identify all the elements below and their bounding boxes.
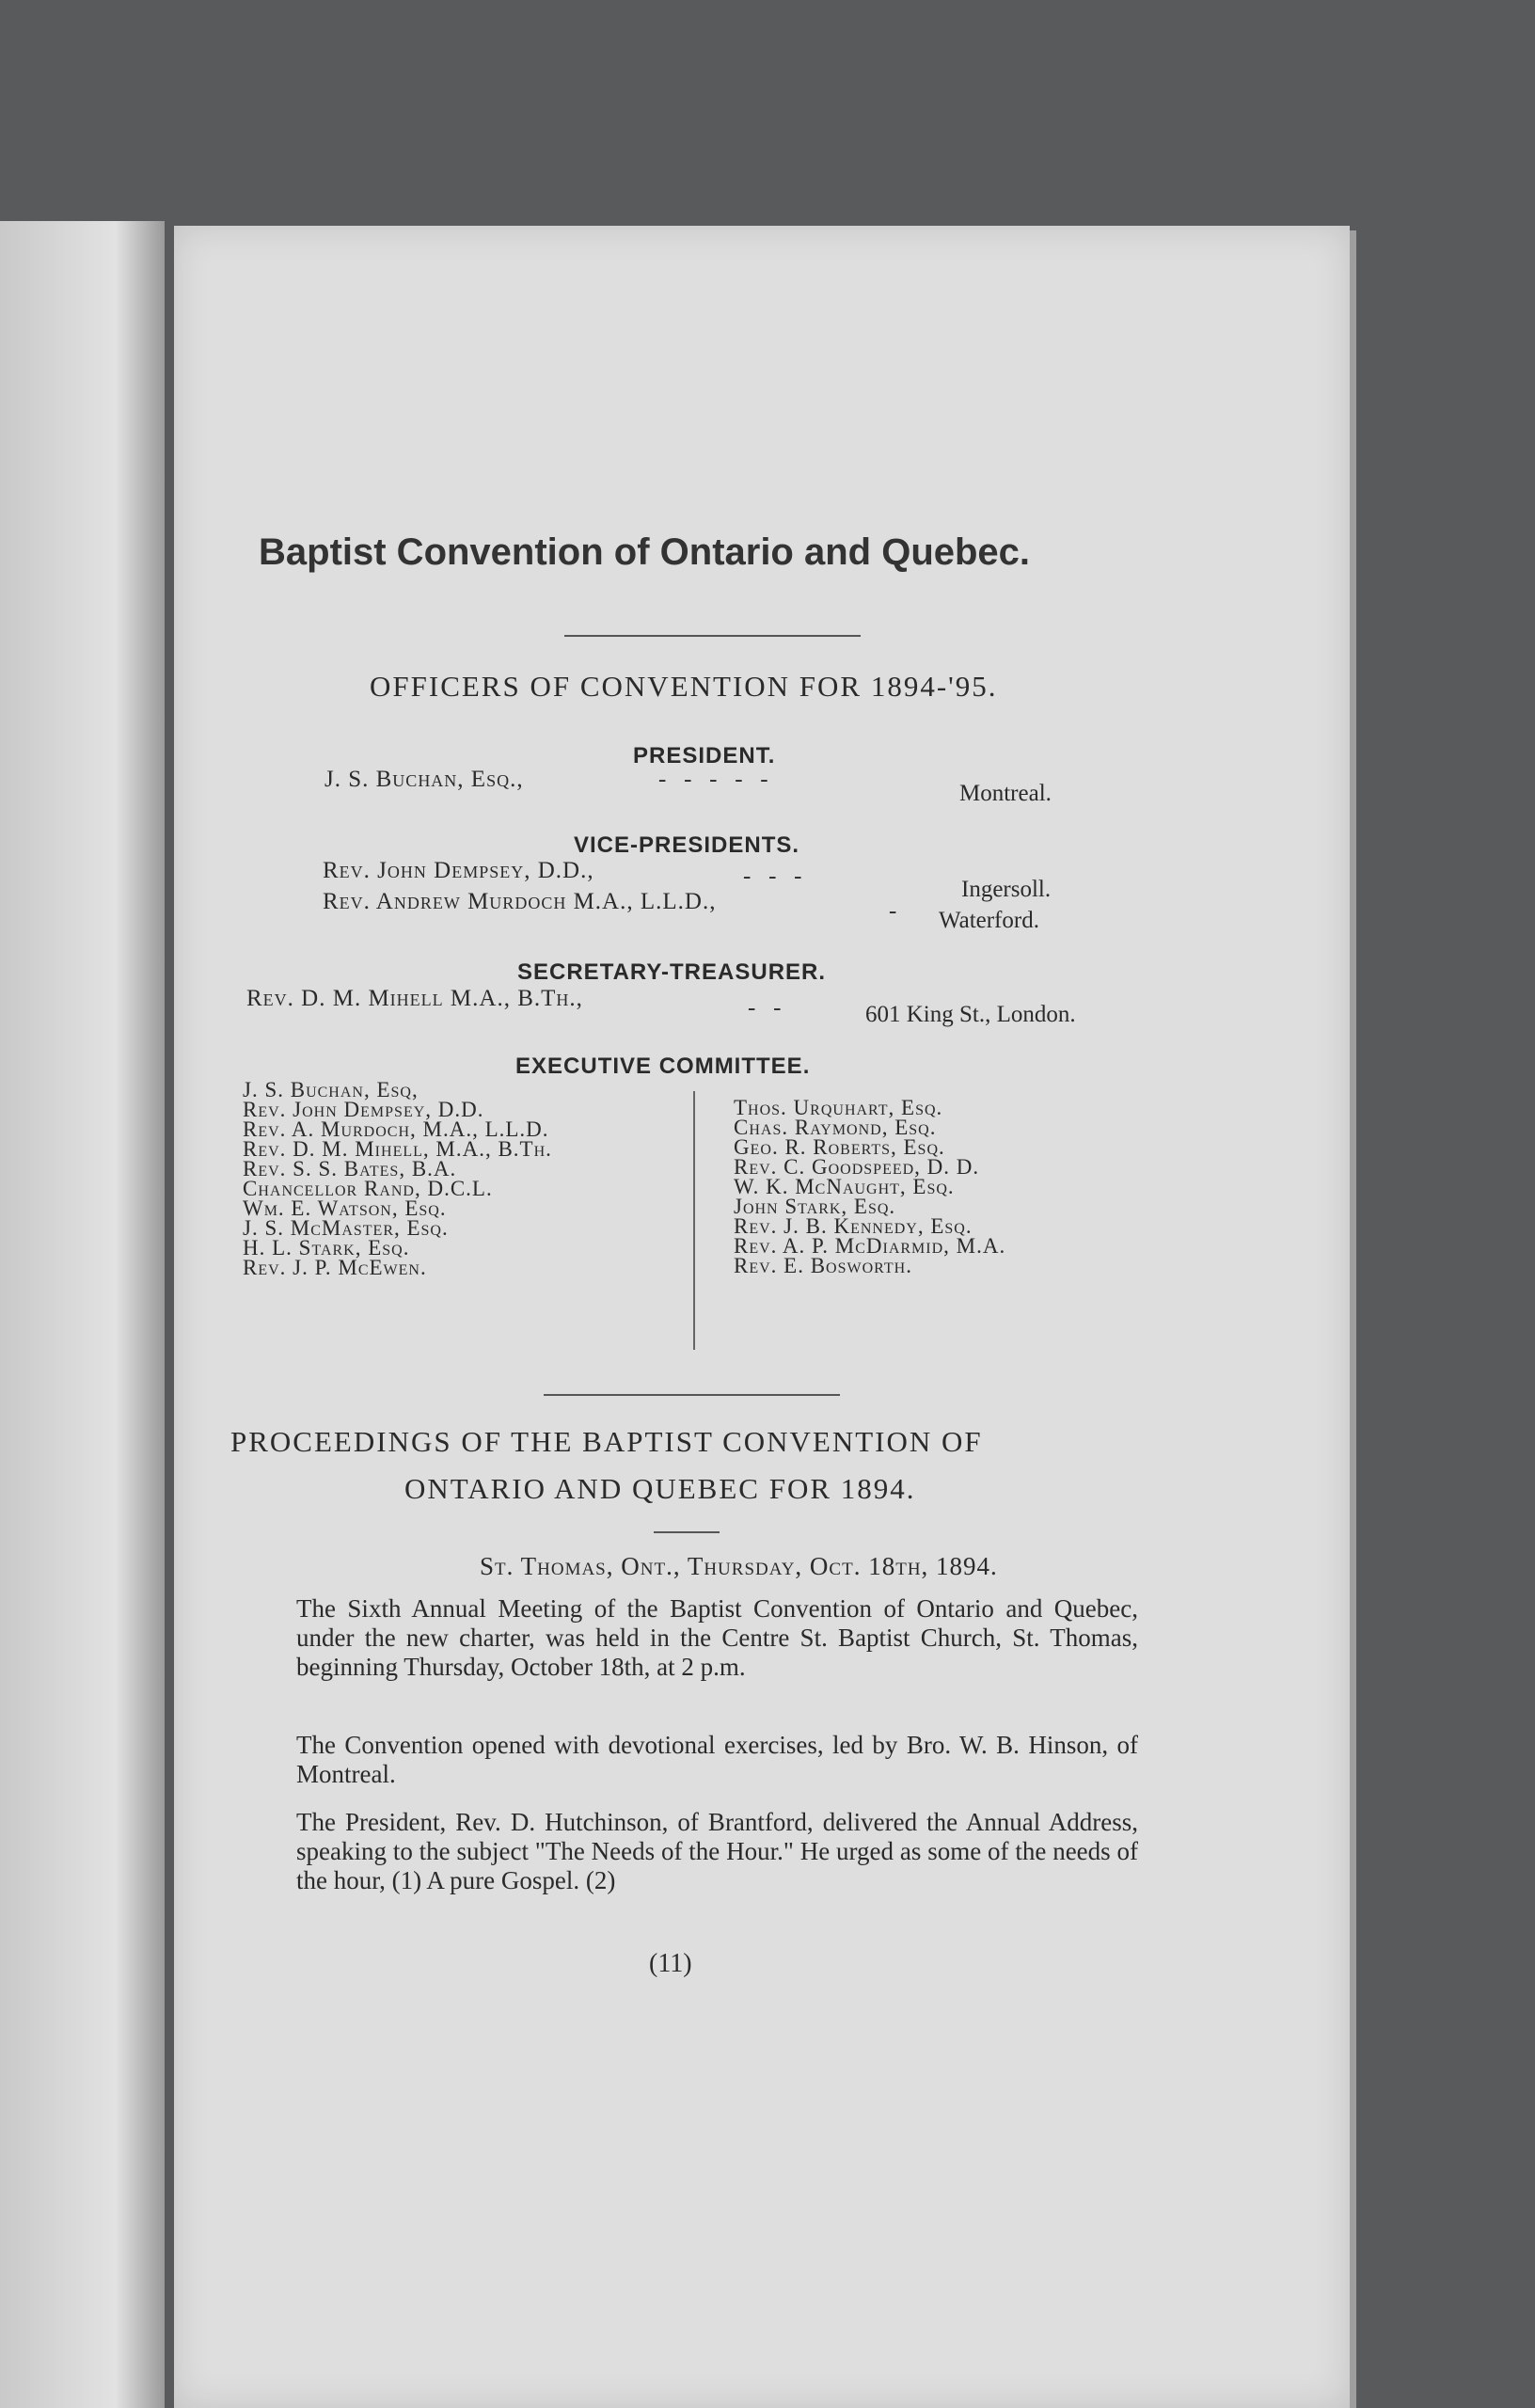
vice-president-place-1: Ingersoll. [961,877,1052,902]
document-title: Baptist Convention of Ontario and Quebec. [259,531,1031,573]
proceedings-heading-line-1: PROCEEDINGS OF THE BAPTIST CONVENTION OF [230,1425,983,1458]
executive-member-right-9: Rev. E. Bosworth. [734,1254,912,1277]
executive-member-left-2: Rev. John Dempsey, D.D. [243,1098,484,1121]
paragraph-2 [226,1731,1138,1789]
executive-member-left-10: Rev. J. P. McEwen. [243,1256,427,1279]
executive-member-right-5: W. K. McNaught, Esq. [734,1175,955,1198]
executive-member-right-1: Thos. Urquhart, Esq. [734,1096,943,1119]
proceedings-heading-line-2: ONTARIO AND QUEBEC FOR 1894. [404,1472,916,1505]
officers-heading: OFFICERS OF CONVENTION FOR 1894-'95. [370,670,998,703]
executive-member-right-8: Rev. A. P. McDiarmid, M.A. [734,1234,1006,1258]
vice-president-leader-1: - - - [743,863,802,889]
executive-member-left-8: J. S. McMaster, Esq. [243,1216,449,1240]
executive-member-right-3: Geo. R. Roberts, Esq. [734,1135,945,1159]
vice-president-name-2: Rev. Andrew Murdoch M.A., L.L.D., [323,889,717,914]
president-name: J. S. Buchan, Esq., [324,767,524,792]
vice-president-leader-2: - [889,898,897,924]
executive-column-divider [693,1091,695,1350]
secretary-label: SECRETARY-TREASURER. [517,959,827,985]
proceedings-rule [654,1531,720,1533]
dateline: St. Thomas, Ont., Thursday, Oct. 18th, 1894. [480,1552,998,1580]
facing-page-edge [0,221,165,2408]
executive-left-column [243,1080,552,1277]
executive-member-right-2: Chas. Raymond, Esq. [734,1116,937,1139]
section-rule [544,1394,840,1396]
executive-member-left-4: Rev. D. M. Mihell, M.A., B.Th. [243,1137,552,1161]
paragraph-2-text: The Convention opened with devotional exercises, led by Bro. W. B. Hinson, of Montreal. [296,1731,1138,1788]
executive-member-right-7: Rev. J. B. Kennedy, Esq. [734,1214,973,1238]
secretary-place: 601 King St., London. [865,1002,1076,1027]
vice-president-place-2: Waterford. [939,908,1039,933]
executive-member-left-9: H. L. Stark, Esq. [243,1236,410,1259]
secretary-leader: - - [748,995,782,1021]
executive-member-right-4: Rev. C. Goodspeed, D. D. [734,1155,980,1179]
title-rule [564,635,861,637]
paragraph-1-text: The Sixth Annual Meeting of the Baptist Convention of Ontario and Quebec, under the new charter, was held in the Centre St. Baptist Church, St. Thomas, beginning Thursday, October 18th, at 2 p.m. [296,1594,1138,1681]
vice-presidents-label: VICE-PRESIDENTS. [574,832,800,858]
executive-right-column [734,1098,1005,1275]
executive-member-left-5: Rev. S. S. Bates, B.A. [243,1157,457,1180]
executive-member-left-1: J. S. Buchan, Esq, [243,1078,419,1101]
secretary-name: Rev. D. M. Mihell M.A., B.Th., [246,986,583,1011]
executive-label: EXECUTIVE COMMITTEE. [515,1054,811,1079]
paragraph-1 [226,1594,1138,1682]
president-leader: - - - - - [658,767,768,792]
executive-member-left-3: Rev. A. Murdoch, M.A., L.L.D. [243,1117,549,1141]
executive-member-left-6: Chancellor Rand, D.C.L. [243,1177,493,1200]
paragraph-3-text: The President, Rev. D. Hutchinson, of Brantford, delivered the Annual Address, speaking to the subject "The Needs of the Hour." He urged as some of the needs of the hour, (1) A pure Gospel. (2) [296,1808,1138,1894]
page-number: (11) [649,1949,692,1978]
executive-member-left-7: Wm. E. Watson, Esq. [243,1196,447,1220]
executive-member-right-6: John Stark, Esq. [734,1195,896,1218]
vice-president-name-1: Rev. John Dempsey, D.D., [323,858,594,883]
president-label: PRESIDENT. [633,743,776,768]
president-place: Montreal. [959,781,1052,806]
paragraph-3 [226,1808,1138,1895]
